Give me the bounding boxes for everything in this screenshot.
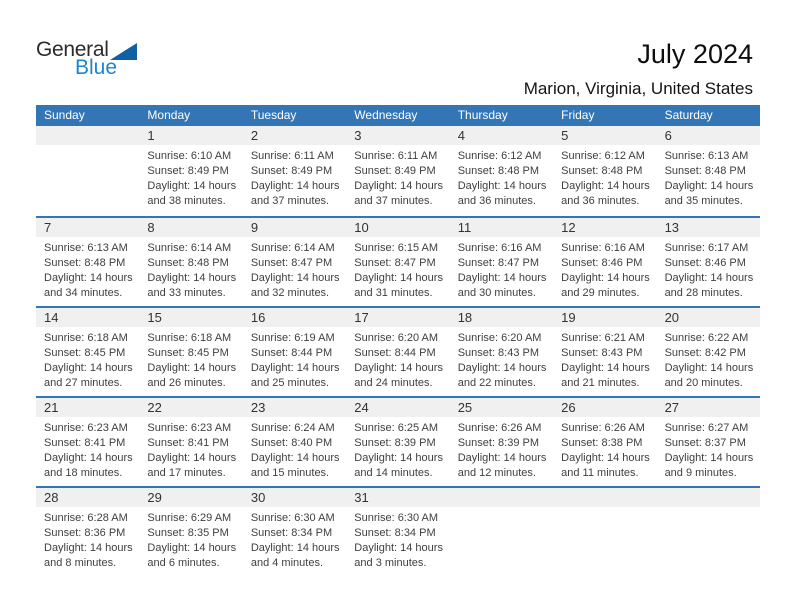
day-details (139, 507, 242, 571)
detail-line: Daylight: 14 hours (147, 452, 237, 464)
detail-line: Daylight: 14 hours (354, 542, 443, 554)
day-details (36, 237, 139, 301)
day-number: 11 (450, 218, 553, 237)
detail-line: Sunset: 8:37 PM (664, 437, 746, 449)
day-details (243, 327, 346, 391)
day-cell-23 (243, 398, 346, 486)
day-details (346, 417, 449, 481)
detail-line: Sunset: 8:43 PM (457, 347, 540, 359)
day-details (36, 145, 139, 149)
day-cell-10 (346, 218, 449, 306)
day-number: 14 (36, 308, 139, 327)
detail-line: and 24 minutes. (354, 377, 433, 389)
detail-line: and 12 minutes. (457, 467, 536, 479)
day-details (139, 417, 242, 481)
detail-line: Daylight: 14 hours (457, 452, 547, 464)
detail-line: Daylight: 14 hours (457, 180, 547, 192)
day-number: 24 (346, 398, 449, 417)
header-titles (524, 40, 753, 99)
detail-line: Daylight: 14 hours (664, 180, 754, 192)
day-details (243, 237, 346, 301)
day-number: 9 (243, 218, 346, 237)
detail-line: Sunset: 8:40 PM (250, 437, 333, 449)
detail-line: and 35 minutes. (664, 195, 743, 207)
logo-text-general: General (36, 38, 109, 61)
day-number: 6 (657, 126, 760, 145)
day-cell-21 (36, 398, 139, 486)
day-number: 20 (657, 308, 760, 327)
day-number: 5 (553, 126, 656, 145)
detail-line: Sunset: 8:47 PM (354, 257, 436, 269)
detail-line: Sunrise: 6:21 AM (561, 332, 645, 344)
day-cell-8 (139, 218, 242, 306)
day-number: 31 (346, 488, 449, 507)
detail-line: Sunset: 8:41 PM (147, 437, 229, 449)
detail-line: and 9 minutes. (664, 467, 737, 479)
detail-line: Daylight: 14 hours (561, 272, 650, 284)
day-number: 25 (450, 398, 553, 417)
day-cell-2 (243, 126, 346, 216)
detail-line: Sunset: 8:46 PM (561, 257, 643, 269)
calendar-table (36, 105, 760, 576)
day-number: 16 (243, 308, 346, 327)
day-details (657, 417, 760, 481)
detail-line: Sunrise: 6:23 AM (147, 422, 232, 434)
detail-line: Sunrise: 6:18 AM (44, 332, 128, 344)
day-cell-29 (139, 488, 242, 576)
day-details (346, 237, 449, 301)
detail-line: and 11 minutes. (561, 467, 639, 479)
detail-line: Sunrise: 6:26 AM (457, 422, 542, 434)
day-number: 15 (139, 308, 242, 327)
detail-line: Sunset: 8:47 PM (250, 257, 333, 269)
day-details (553, 507, 656, 511)
detail-line: Daylight: 14 hours (44, 362, 133, 374)
detail-line: Daylight: 14 hours (561, 452, 650, 464)
day-cell-empty (36, 126, 139, 216)
day-number: 12 (553, 218, 656, 237)
detail-line: Daylight: 14 hours (147, 542, 237, 554)
day-details (657, 145, 760, 209)
weekday-header-monday: Monday (147, 108, 191, 122)
day-cell-11 (450, 218, 553, 306)
detail-line: Sunset: 8:45 PM (44, 347, 126, 359)
day-cell-16 (243, 308, 346, 396)
day-details (553, 237, 656, 301)
detail-line: and 8 minutes. (44, 557, 117, 569)
day-number: 23 (243, 398, 346, 417)
detail-line: Sunset: 8:48 PM (561, 165, 643, 177)
day-cell-19 (553, 308, 656, 396)
day-details (553, 145, 656, 209)
detail-line: Sunrise: 6:14 AM (250, 242, 335, 254)
day-details (657, 237, 760, 301)
day-number: 22 (139, 398, 242, 417)
day-details (450, 417, 553, 481)
detail-line: Sunrise: 6:14 AM (147, 242, 232, 254)
weekday-header-tuesday: Tuesday (250, 108, 297, 122)
detail-line: and 22 minutes. (457, 377, 536, 389)
day-cell-3 (346, 126, 449, 216)
detail-line: and 31 minutes. (354, 287, 433, 299)
day-details (450, 507, 553, 511)
detail-line: Daylight: 14 hours (147, 272, 237, 284)
page-title: July 2024 (637, 39, 753, 69)
detail-line: Sunset: 8:49 PM (354, 165, 436, 177)
detail-line: Sunrise: 6:30 AM (250, 512, 335, 524)
detail-line: Sunrise: 6:16 AM (561, 242, 645, 254)
detail-line: Daylight: 14 hours (147, 362, 237, 374)
detail-line: and 37 minutes. (354, 195, 433, 207)
detail-line: and 15 minutes. (250, 467, 330, 479)
day-number: 21 (36, 398, 139, 417)
weekday-header-wednesday: Wednesday (354, 108, 418, 122)
day-cell-30 (243, 488, 346, 576)
detail-line: and 36 minutes. (457, 195, 536, 207)
detail-line: Daylight: 14 hours (457, 272, 547, 284)
day-details (36, 507, 139, 571)
detail-line: and 37 minutes. (250, 195, 330, 207)
day-cell-27 (657, 398, 760, 486)
day-cell-empty (450, 488, 553, 576)
detail-line: Sunrise: 6:18 AM (147, 332, 232, 344)
detail-line: and 29 minutes. (561, 287, 640, 299)
detail-line: and 32 minutes. (250, 287, 330, 299)
day-number (450, 488, 553, 507)
detail-line: Sunrise: 6:23 AM (44, 422, 128, 434)
detail-line: Sunrise: 6:12 AM (561, 150, 645, 162)
day-cell-15 (139, 308, 242, 396)
day-number: 13 (657, 218, 760, 237)
detail-line: Sunset: 8:42 PM (664, 347, 746, 359)
day-details (657, 507, 760, 511)
day-number: 27 (657, 398, 760, 417)
detail-line: and 20 minutes. (664, 377, 743, 389)
detail-line: Sunset: 8:49 PM (250, 165, 333, 177)
detail-line: and 21 minutes. (561, 377, 640, 389)
detail-line: and 30 minutes. (457, 287, 536, 299)
detail-line: Sunset: 8:39 PM (354, 437, 436, 449)
day-details (346, 327, 449, 391)
detail-line: and 6 minutes. (147, 557, 220, 569)
detail-line: Sunrise: 6:16 AM (457, 242, 542, 254)
day-details (553, 417, 656, 481)
day-number: 4 (450, 126, 553, 145)
day-cell-empty (657, 488, 760, 576)
detail-line: Sunset: 8:35 PM (147, 527, 229, 539)
week-row-5 (36, 486, 760, 576)
detail-line: and 17 minutes. (147, 467, 226, 479)
day-number: 17 (346, 308, 449, 327)
detail-line: and 18 minutes. (44, 467, 123, 479)
detail-line: Daylight: 14 hours (561, 362, 650, 374)
day-number (657, 488, 760, 507)
day-cell-14 (36, 308, 139, 396)
detail-line: Sunset: 8:43 PM (561, 347, 643, 359)
detail-line: Sunrise: 6:19 AM (250, 332, 335, 344)
detail-line: Sunrise: 6:11 AM (250, 150, 334, 162)
detail-line: Daylight: 14 hours (457, 362, 547, 374)
detail-line: Sunrise: 6:30 AM (354, 512, 439, 524)
detail-line: Sunset: 8:48 PM (44, 257, 126, 269)
day-details (36, 417, 139, 481)
detail-line: Sunset: 8:48 PM (457, 165, 540, 177)
day-number: 3 (346, 126, 449, 145)
detail-line: Sunrise: 6:22 AM (664, 332, 749, 344)
detail-line: Daylight: 14 hours (250, 180, 340, 192)
detail-line: and 27 minutes. (44, 377, 123, 389)
day-details (139, 327, 242, 391)
day-cell-13 (657, 218, 760, 306)
detail-line: Daylight: 14 hours (250, 362, 340, 374)
detail-line: Sunset: 8:39 PM (457, 437, 540, 449)
detail-line: Daylight: 14 hours (561, 180, 650, 192)
detail-line: Daylight: 14 hours (354, 362, 443, 374)
day-number: 19 (553, 308, 656, 327)
day-number: 28 (36, 488, 139, 507)
detail-line: Sunrise: 6:13 AM (664, 150, 749, 162)
day-number: 10 (346, 218, 449, 237)
day-details (450, 145, 553, 209)
detail-line: Daylight: 14 hours (354, 452, 443, 464)
page-subtitle: Marion, Virginia, United States (523, 78, 753, 98)
day-cell-12 (553, 218, 656, 306)
detail-line: Sunset: 8:45 PM (147, 347, 229, 359)
day-cell-28 (36, 488, 139, 576)
detail-line: Sunset: 8:48 PM (664, 165, 746, 177)
day-number: 7 (36, 218, 139, 237)
detail-line: Daylight: 14 hours (44, 272, 133, 284)
day-details (243, 507, 346, 571)
day-cell-empty (553, 488, 656, 576)
weekday-header-saturday: Saturday (664, 108, 713, 122)
day-cell-5 (553, 126, 656, 216)
day-number: 8 (139, 218, 242, 237)
detail-line: Daylight: 14 hours (354, 180, 443, 192)
day-details (346, 145, 449, 209)
day-cell-17 (346, 308, 449, 396)
detail-line: Sunrise: 6:10 AM (147, 150, 232, 162)
detail-line: Daylight: 14 hours (664, 272, 754, 284)
detail-line: and 34 minutes. (44, 287, 123, 299)
day-cell-7 (36, 218, 139, 306)
detail-line: and 25 minutes. (250, 377, 330, 389)
detail-line: Daylight: 14 hours (44, 452, 133, 464)
detail-line: Sunset: 8:44 PM (250, 347, 333, 359)
day-details (36, 327, 139, 391)
detail-line: Sunrise: 6:26 AM (561, 422, 645, 434)
detail-line: Daylight: 14 hours (664, 452, 754, 464)
day-cell-26 (553, 398, 656, 486)
detail-line: Sunset: 8:49 PM (147, 165, 229, 177)
detail-line: Sunset: 8:47 PM (457, 257, 540, 269)
day-details (139, 237, 242, 301)
weekday-header-thursday: Thursday (457, 108, 508, 122)
weeks-container (36, 126, 760, 576)
week-row-4 (36, 396, 760, 486)
day-number (36, 126, 139, 145)
detail-line: Sunrise: 6:29 AM (147, 512, 232, 524)
detail-line: Daylight: 14 hours (354, 272, 443, 284)
logo-text-blue: Blue (75, 56, 118, 79)
day-cell-20 (657, 308, 760, 396)
day-cell-18 (450, 308, 553, 396)
day-cell-9 (243, 218, 346, 306)
weekday-header-row (36, 105, 760, 126)
detail-line: Daylight: 14 hours (44, 542, 133, 554)
detail-line: and 38 minutes. (147, 195, 226, 207)
week-row-2 (36, 216, 760, 306)
detail-line: and 4 minutes. (250, 557, 323, 569)
detail-line: Sunset: 8:48 PM (147, 257, 229, 269)
day-number: 29 (139, 488, 242, 507)
detail-line: Sunset: 8:34 PM (250, 527, 333, 539)
day-cell-22 (139, 398, 242, 486)
detail-line: Sunset: 8:34 PM (354, 527, 436, 539)
day-number: 18 (450, 308, 553, 327)
day-details (450, 327, 553, 391)
day-details (657, 327, 760, 391)
day-cell-4 (450, 126, 553, 216)
detail-line: Sunrise: 6:20 AM (457, 332, 542, 344)
day-details (139, 145, 242, 209)
weekday-header-friday: Friday (561, 108, 595, 122)
detail-line: Sunset: 8:38 PM (561, 437, 643, 449)
detail-line: Sunrise: 6:15 AM (354, 242, 439, 254)
detail-line: Sunrise: 6:17 AM (664, 242, 749, 254)
day-cell-1 (139, 126, 242, 216)
day-number (553, 488, 656, 507)
detail-line: Daylight: 14 hours (664, 362, 754, 374)
day-number: 2 (243, 126, 346, 145)
detail-line: Sunrise: 6:11 AM (354, 150, 438, 162)
detail-line: Sunset: 8:44 PM (354, 347, 436, 359)
detail-line: Sunset: 8:46 PM (664, 257, 746, 269)
detail-line: and 14 minutes. (354, 467, 433, 479)
day-details (243, 417, 346, 481)
detail-line: Daylight: 14 hours (147, 180, 237, 192)
day-number: 30 (243, 488, 346, 507)
day-number: 1 (139, 126, 242, 145)
detail-line: Daylight: 14 hours (250, 542, 340, 554)
detail-line: Daylight: 14 hours (250, 272, 340, 284)
day-cell-24 (346, 398, 449, 486)
detail-line: and 28 minutes. (664, 287, 743, 299)
detail-line: Sunrise: 6:13 AM (44, 242, 128, 254)
detail-line: and 36 minutes. (561, 195, 640, 207)
detail-line: Sunrise: 6:25 AM (354, 422, 439, 434)
detail-line: and 3 minutes. (354, 557, 427, 569)
detail-line: and 26 minutes. (147, 377, 226, 389)
detail-line: Sunrise: 6:24 AM (250, 422, 335, 434)
detail-line: Sunset: 8:36 PM (44, 527, 126, 539)
day-cell-6 (657, 126, 760, 216)
detail-line: Sunrise: 6:12 AM (457, 150, 542, 162)
day-details (346, 507, 449, 571)
day-number: 26 (553, 398, 656, 417)
day-details (450, 237, 553, 301)
detail-line: Sunrise: 6:20 AM (354, 332, 439, 344)
day-details (243, 145, 346, 209)
day-details (553, 327, 656, 391)
detail-line: Daylight: 14 hours (250, 452, 340, 464)
detail-line: Sunrise: 6:27 AM (664, 422, 749, 434)
general-blue-logo (36, 39, 137, 78)
detail-line: Sunrise: 6:28 AM (44, 512, 128, 524)
day-cell-31 (346, 488, 449, 576)
week-row-3 (36, 306, 760, 396)
detail-line: and 33 minutes. (147, 287, 226, 299)
detail-line: Sunset: 8:41 PM (44, 437, 126, 449)
weekday-header-sunday: Sunday (44, 108, 85, 122)
day-cell-25 (450, 398, 553, 486)
week-row-1 (36, 126, 760, 216)
